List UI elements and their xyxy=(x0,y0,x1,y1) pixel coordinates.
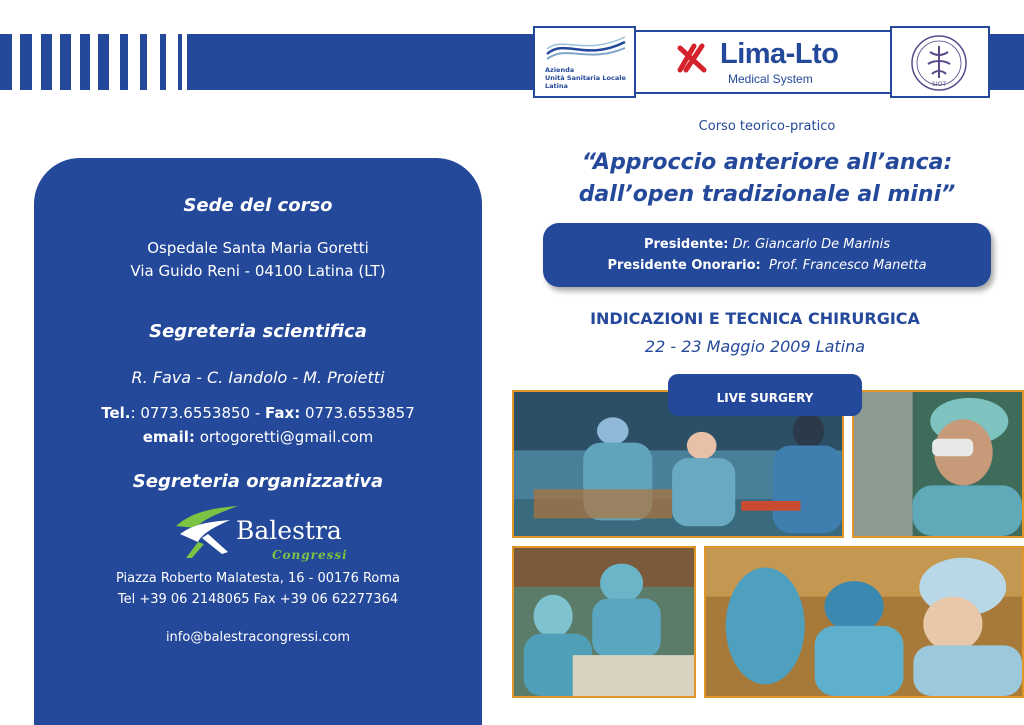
live-surgery-badge: LIVE SURGERY xyxy=(668,374,862,416)
sede-heading: Sede del corso xyxy=(183,195,333,216)
president-label: Presidente: xyxy=(643,237,729,252)
email-value[interactable]: ortogoretti@gmail.com xyxy=(194,428,374,446)
tel-value: : 0773.6553850 - xyxy=(130,404,266,422)
organizzativa-heading: Segreteria organizzativa xyxy=(132,471,384,492)
surgery-photo-operation xyxy=(512,546,696,698)
header-stripe xyxy=(20,34,32,90)
title-line: dall’open tradizionale al mini” xyxy=(578,182,956,207)
header-stripe xyxy=(0,34,12,90)
scientifica-names: R. Fava - C. Iandolo - M. Proietti xyxy=(131,368,385,387)
asl-logo-text xyxy=(545,66,626,90)
asl-latina-logo xyxy=(533,26,636,98)
asl-waves-icon xyxy=(545,34,627,64)
info-panel xyxy=(34,158,482,725)
honorary-value: Prof. Francesco Manetta xyxy=(769,258,927,273)
seal-icon xyxy=(910,34,968,92)
header-stripe xyxy=(178,34,182,90)
president-line xyxy=(543,234,991,255)
topic-heading: INDICAZIONI E TECNICA CHIRURGICA xyxy=(590,309,920,328)
balestra-logo xyxy=(172,504,362,566)
header-stripe xyxy=(98,34,109,90)
lima-mark-icon xyxy=(676,42,712,74)
balestra-name: Balestra xyxy=(236,516,342,545)
asl-text-line: Azienda xyxy=(545,66,575,74)
org-phones: Tel +39 06 2148065 Fax +39 06 62277364 xyxy=(117,592,399,607)
scientifica-heading: Segreteria scientifica xyxy=(149,321,367,342)
org-email[interactable]: info@balestracongressi.com xyxy=(165,630,351,645)
title-line: “Approccio anteriore all’anca: xyxy=(581,150,953,175)
header-stripe xyxy=(80,34,90,90)
surgeon-photo-image xyxy=(854,392,1022,536)
course-title xyxy=(540,147,994,211)
asl-text-line: Unità Sanitaria Locale xyxy=(545,74,626,82)
president-value: Dr. Giancarlo De Marinis xyxy=(732,237,891,252)
header-stripe xyxy=(41,34,52,90)
operation-photo-image xyxy=(514,548,694,696)
surgery-photo-closeup xyxy=(704,546,1024,698)
closeup-photo-image xyxy=(706,548,1022,696)
contact-email-line xyxy=(34,428,482,446)
brand-name: Lima-Lto xyxy=(720,38,839,70)
sede-line: Ospedale Santa Maria Goretti xyxy=(147,239,369,257)
surgery-photo-surgeon xyxy=(852,390,1024,538)
tel-label: Tel. xyxy=(101,404,131,422)
header-stripe xyxy=(160,34,166,90)
header-stripe xyxy=(120,34,128,90)
brand-subtitle: Medical System xyxy=(728,72,813,86)
header-stripe xyxy=(60,34,71,90)
lima-lto-logo xyxy=(636,30,906,94)
org-address: Piazza Roberto Malatesta, 16 - 00176 Roma xyxy=(115,571,401,586)
contact-phone-line xyxy=(34,404,482,422)
honorary-label: Presidente Onorario: xyxy=(607,258,761,273)
event-date: 22 - 23 Maggio 2009 Latina xyxy=(644,337,866,356)
balestra-subtitle: Congressi xyxy=(272,548,348,562)
fax-value: 0773.6553857 xyxy=(300,404,415,422)
balestra-runner-icon xyxy=(172,504,242,560)
seal-text: SIOT xyxy=(932,81,946,88)
course-type: Corso teorico-pratico xyxy=(698,119,836,134)
header-stripe xyxy=(140,34,147,90)
email-label: email: xyxy=(142,428,195,446)
fax-label: Fax: xyxy=(265,404,301,422)
president-box xyxy=(543,223,991,287)
asl-text-line: Latina xyxy=(545,82,568,90)
society-seal-logo xyxy=(890,26,990,98)
sede-line: Via Guido Reni - 04100 Latina (LT) xyxy=(130,262,386,280)
honorary-president-line xyxy=(543,255,991,276)
